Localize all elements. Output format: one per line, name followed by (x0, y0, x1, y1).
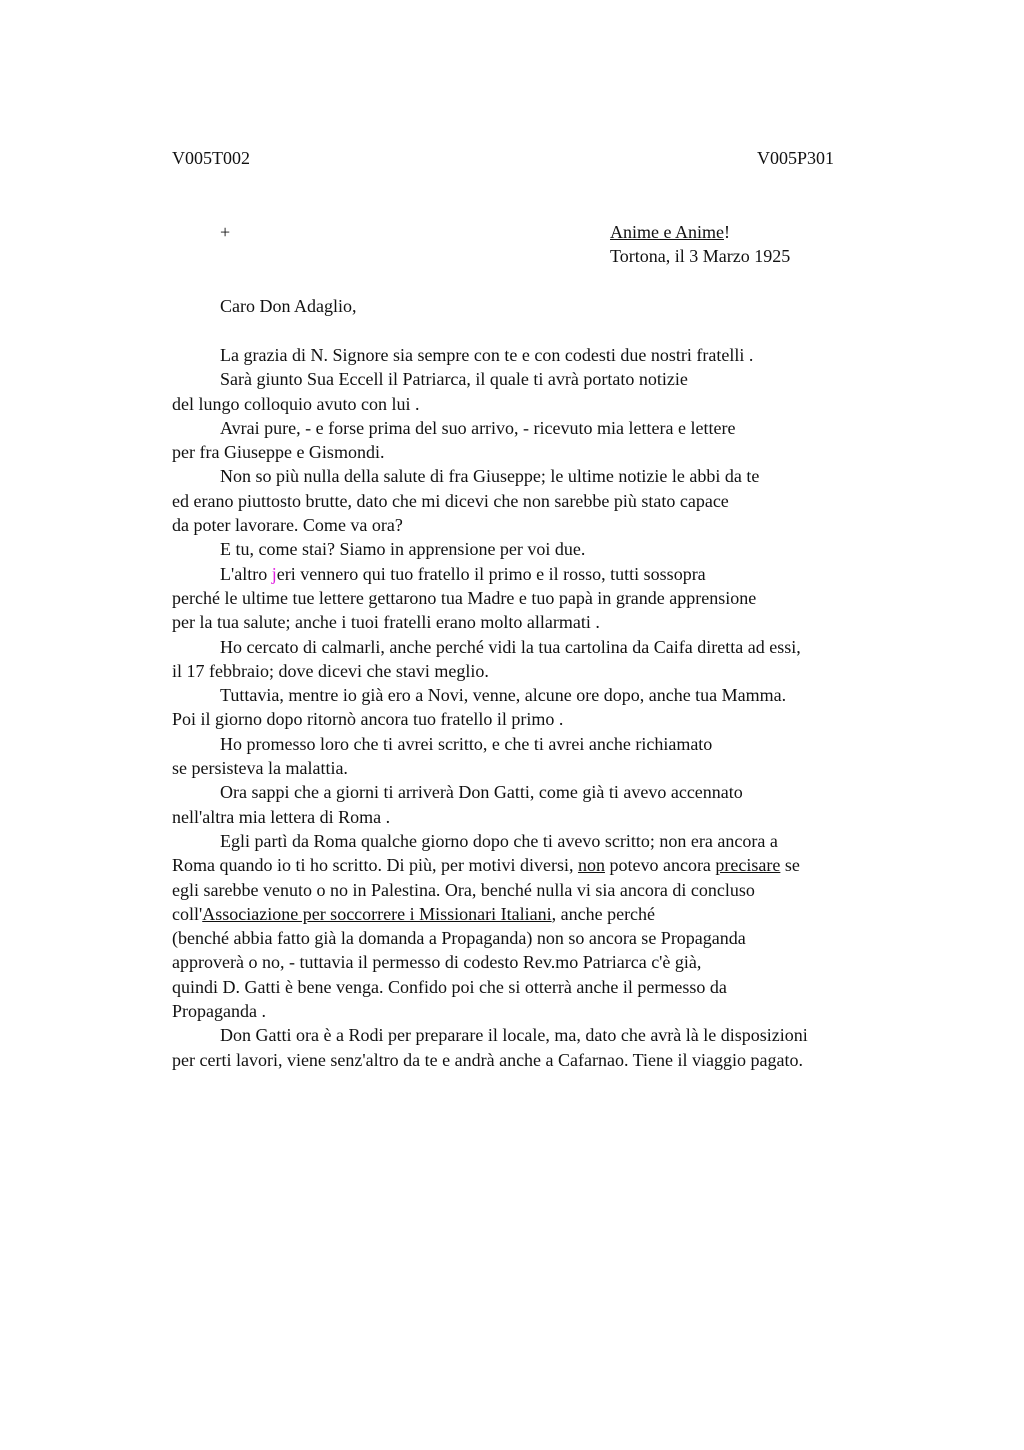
body-line: se persisteva la malattia. (172, 758, 348, 779)
body-line: Sarà giunto Sua Eccell il Patriarca, il quale ti avrà portato notizie (220, 369, 688, 390)
body-line: quindi D. Gatti è bene venga. Confido poi che si otterrà anche il permesso da (172, 976, 727, 997)
body-line: Ho promesso loro che ti avrei scritto, e che ti avrei anche richiamato (220, 733, 713, 754)
body-line: Avrai pure, - e forse prima del suo arrivo, - ricevuto mia lettera e lettere (220, 417, 736, 438)
body-text-segment: eri vennero qui tuo fratello il primo e il rosso, tutti sossopra (276, 563, 706, 584)
underlined-word: non (577, 855, 605, 876)
body-line: per la tua salute; anche i tuoi fratelli erano molto allarmati . (172, 612, 600, 633)
body-line: Ho cercato di calmarli, anche perché vidi la tua cartolina da Caifa diretta ad essi, (220, 636, 801, 657)
document-code-right: V005P301 (757, 148, 835, 168)
body-line: Don Gatti ora è a Rodi per preparare il locale, ma, dato che avrà là le disposizioni (220, 1025, 808, 1046)
body-line: La grazia di N. Signore sia sempre con te e con codesti due nostri fratelli . (220, 345, 754, 365)
cross-symbol: + (220, 222, 231, 242)
body-line: del lungo colloquio avuto con lui . (172, 393, 420, 414)
dateline: Tortona, il 3 Marzo 1925 (610, 246, 791, 266)
body-line: per certi lavori, viene senz'altro da te e andrà anche a Cafarnao. Tiene il viaggio pagato. (172, 1049, 803, 1070)
motto-punct: ! (723, 222, 730, 242)
body-line: ed erano piuttosto brutte, dato che mi dicevi che non sarebbe più stato capace (172, 490, 729, 511)
body-line (172, 902, 912, 926)
body-line: perché le ultime tue lettere gettarono tua Madre e tuo papà in grande apprensione (172, 587, 757, 608)
body-line: Ora sappi che a giorni ti arriverà Don Gatti, come già ti avevo accennato (220, 782, 743, 803)
body-text-segment: , anche perché (551, 903, 656, 924)
body-text-segment: potevo ancora (604, 855, 716, 876)
body-line: da poter lavorare. Come va ora? (172, 515, 403, 536)
body-line (172, 853, 912, 877)
body-line: nell'altra mia lettera di Roma . (172, 806, 391, 827)
letter-body (172, 343, 912, 1072)
body-line (172, 562, 912, 586)
body-line: Propaganda . (172, 1001, 266, 1022)
body-line: Egli partì da Roma qualche giorno dopo che ti avevo scritto; non era ancora a (220, 830, 778, 851)
underlined-word: precisare (715, 855, 781, 876)
highlighted-letter: j (271, 563, 277, 584)
motto (610, 220, 730, 244)
body-line: il 17 febbraio; dove dicevi che stavi meglio. (172, 660, 489, 681)
body-line: approverà o no, - tuttavia il permesso di codesto Rev.mo Patriarca c'è già, (172, 952, 702, 973)
motto-text: Anime e Anime (610, 222, 724, 242)
body-text-segment: se (780, 855, 800, 876)
body-line: Non so più nulla della salute di fra Giuseppe; le ultime notizie le abbi da te (220, 466, 760, 487)
body-text-segment: coll' (172, 903, 203, 924)
document-code-left: V005T002 (172, 148, 250, 168)
body-text-segment: Roma quando io ti ho scritto. Di più, per motivi diversi, (172, 855, 578, 876)
body-line: E tu, come stai? Siamo in apprensione per voi due. (220, 539, 586, 560)
body-line: Poi il giorno dopo ritornò ancora tuo fratello il primo . (172, 709, 564, 730)
body-text-segment: L'altro (220, 563, 272, 584)
body-line: Tuttavia, mentre io già ero a Novi, venne, alcune ore dopo, anche tua Mamma. (220, 685, 787, 706)
greeting: Caro Don Adaglio, (220, 296, 357, 316)
body-line: egli sarebbe venuto o no in Palestina. Ora, benché nulla vi sia ancora di concluso (172, 879, 755, 900)
body-line: (benché abbia fatto già la domanda a Propaganda) non so ancora se Propaganda (172, 928, 746, 949)
underlined-organization: Associazione per soccorrere i Missionari Italiani (202, 903, 552, 924)
body-line: per fra Giuseppe e Gismondi. (172, 442, 385, 463)
